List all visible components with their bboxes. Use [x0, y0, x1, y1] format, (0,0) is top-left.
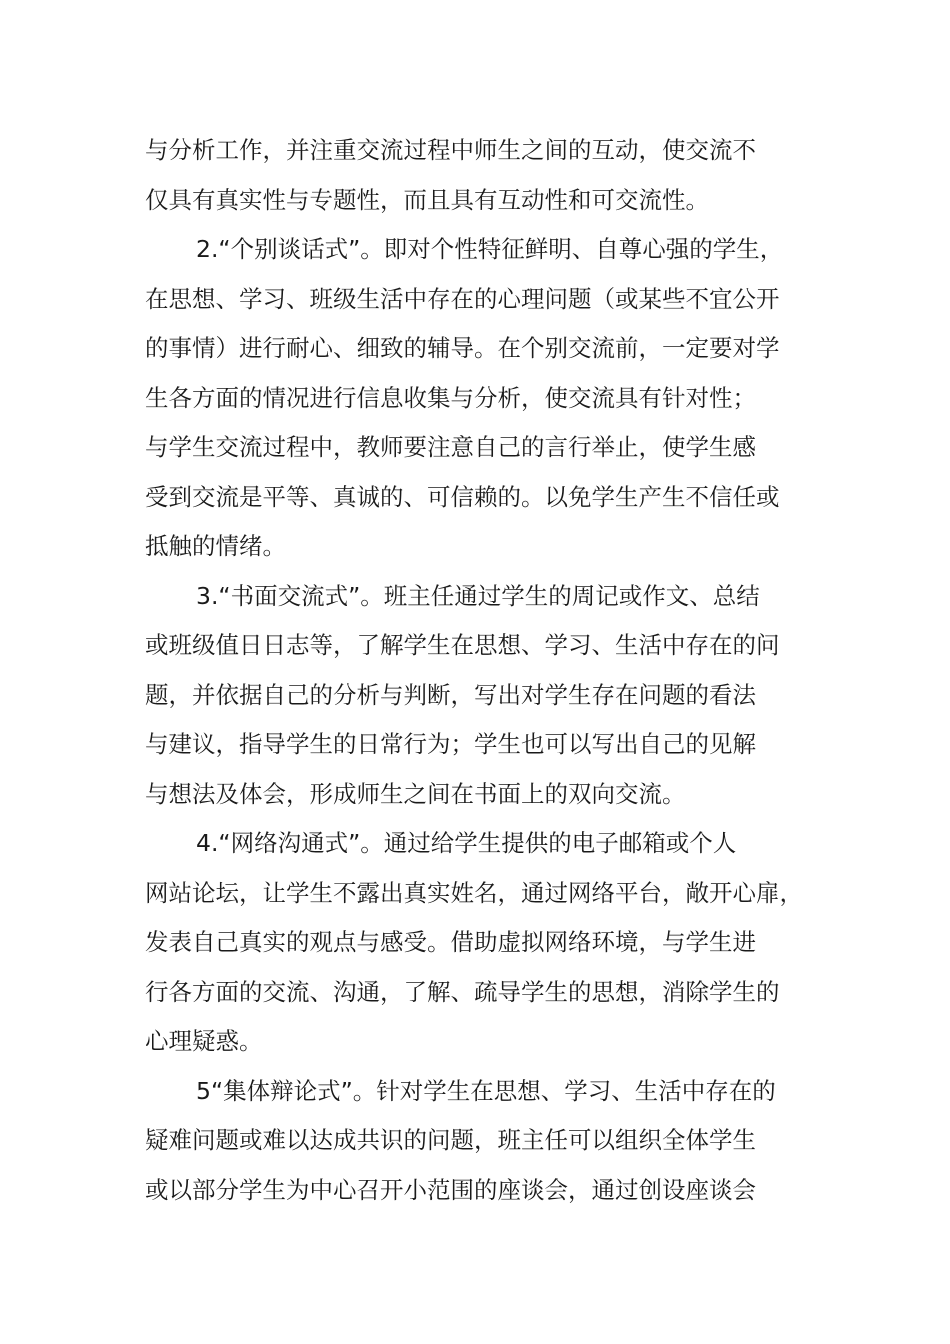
text-line: 网站论坛，让学生不露出真实姓名，通过网络平台，敞开心扉，	[145, 878, 803, 907]
text-line: 与想法及体会，形成师生之间在书面上的双向交流。	[145, 779, 686, 808]
text-line: 发表自己真实的观点与感受。借助虚拟网络环境，与学生进	[145, 928, 756, 956]
paragraph-written-exchange	[145, 572, 825, 820]
text-line: 或班级值日日志等，了解学生在思想、学习、生活中存在的问	[145, 631, 780, 659]
paragraph-continuation	[145, 126, 825, 225]
text-line: 与建议，指导学生的日常行为；学生也可以写出自己的见解	[145, 730, 756, 758]
text-line: 受到交流是平等、真诚的、可信赖的。以免学生产生不信任或	[145, 482, 780, 511]
text-line: 疑难问题或难以达成共识的问题，班主任可以组织全体学生	[145, 1126, 756, 1154]
text-line: 5“集体辩论式”。针对学生在思想、学习、生活中存在的	[196, 1076, 776, 1105]
text-line: 抵触的情绪。	[145, 532, 286, 560]
paragraph-group-debate	[145, 1067, 825, 1216]
text-line: 生各方面的情况进行信息收集与分析，使交流具有针对性；	[145, 383, 756, 412]
text-line: 3.“书面交流式”。班主任通过学生的周记或作文、总结	[196, 581, 760, 610]
text-line: 心理疑惑。	[145, 1027, 263, 1055]
text-line: 仅具有真实性与专题性，而且具有互动性和可交流性。	[145, 185, 709, 214]
text-line: 4.“网络沟通式”。通过给学生提供的电子邮箱或个人	[196, 829, 737, 857]
paragraph-network-communication	[145, 819, 825, 1067]
text-line: 题，并依据自己的分析与判断，写出对学生存在问题的看法	[145, 680, 756, 709]
paragraph-individual-talk	[145, 225, 825, 572]
text-line: 与学生交流过程中，教师要注意自己的言行举止，使学生感	[145, 433, 756, 461]
text-line: 行各方面的交流、沟通，了解、疏导学生的思想，消除学生的	[145, 977, 780, 1006]
text-line: 2.“个别谈话式”。即对个性特征鲜明、自尊心强的学生，	[196, 235, 784, 263]
text-line: 或以部分学生为中心召开小范围的座谈会，通过创设座谈会	[145, 1175, 756, 1204]
text-line: 与分析工作，并注重交流过程中师生之间的互动，使交流不	[145, 136, 756, 164]
text-line: 在思想、学习、班级生活中存在的心理问题（或某些不宜公开	[145, 284, 780, 313]
document-body	[145, 126, 825, 1215]
text-line: 的事情）进行耐心、细致的辅导。在个别交流前，一定要对学	[145, 334, 780, 362]
